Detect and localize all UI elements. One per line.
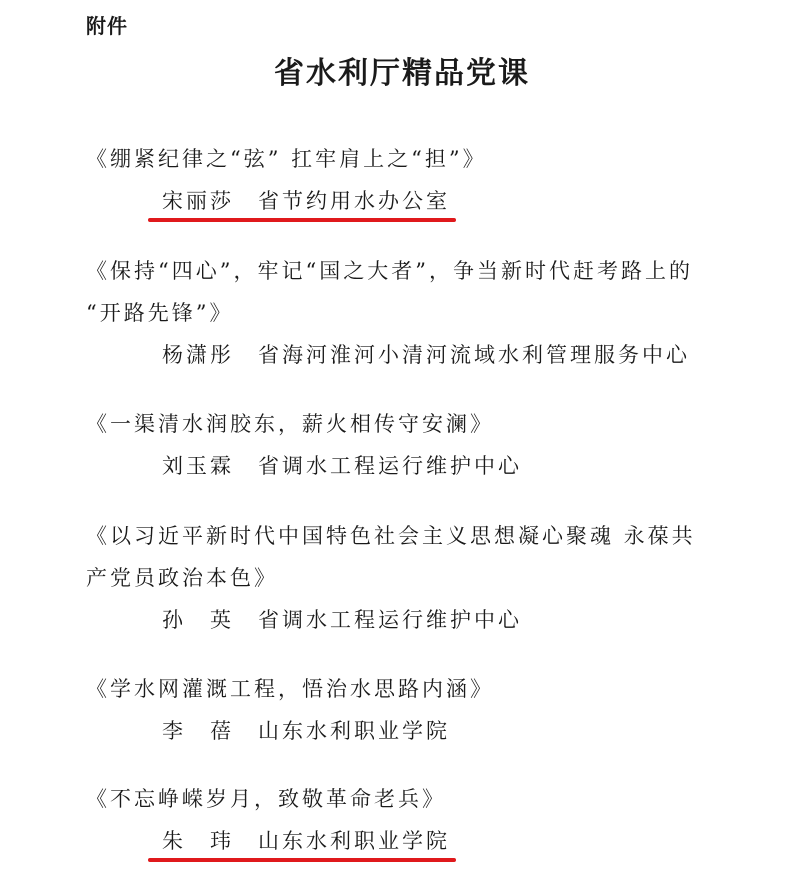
lecturer-line [162, 334, 690, 376]
lesson-title: 《绷紧纪律之“弦” 扛牢肩上之“担”》 [86, 147, 487, 171]
lesson-entry [86, 515, 786, 641]
lecturer-unit: 省海河淮河小清河流域水利管理服务中心 [258, 343, 690, 367]
lecturer-line [162, 445, 522, 487]
lecturer-name: 刘玉霖 [162, 454, 234, 478]
lesson-title: 《学水网灌溉工程，悟治水思路内涵》 [86, 677, 494, 701]
lesson-entry [86, 250, 786, 376]
lecturer-line [162, 180, 450, 222]
lesson-title: 《一渠清水润胶东，薪火相传守安澜》 [86, 412, 494, 436]
lecturer-unit: 山东水利职业学院 [258, 719, 450, 743]
lecturer-unit: 山东水利职业学院 [258, 829, 450, 853]
lesson-entry [86, 403, 786, 487]
lecturer-line [162, 599, 522, 641]
lesson-title: 《保持“四心”，牢记“国之大者”，争当新时代赶考路上的 [86, 259, 693, 283]
lecturer-unit: 省调水工程运行维护中心 [258, 454, 522, 478]
lesson-title: 《以习近平新时代中国特色社会主义思想凝心聚魂 永葆共 [86, 524, 696, 548]
lecturer-name: 宋丽莎 [162, 189, 234, 213]
lecturer-name: 李 蓓 [162, 719, 234, 743]
lecturer-name: 孙 英 [162, 608, 234, 632]
lesson-entry [86, 138, 786, 222]
lecturer-line [162, 710, 450, 752]
page-title: 省水利厅精品党课 [274, 56, 530, 91]
lesson-title-continued: 产党员政治本色》 [86, 566, 278, 590]
attachment-label: 附件 [86, 14, 128, 38]
lecturer-unit: 省节约用水办公室 [258, 189, 450, 213]
lesson-title: 《不忘峥嵘岁月，致敬革命老兵》 [86, 787, 446, 811]
lecturer-unit: 省调水工程运行维护中心 [258, 608, 522, 632]
lecturer-line [162, 820, 450, 862]
lesson-entry [86, 668, 786, 752]
lecturer-name: 杨潇彤 [162, 343, 234, 367]
lesson-entry [86, 778, 786, 862]
highlight-underline [148, 218, 456, 222]
highlight-underline [148, 858, 456, 862]
lesson-title-continued: “开路先锋”》 [86, 301, 234, 325]
lecturer-name: 朱 玮 [162, 829, 234, 853]
